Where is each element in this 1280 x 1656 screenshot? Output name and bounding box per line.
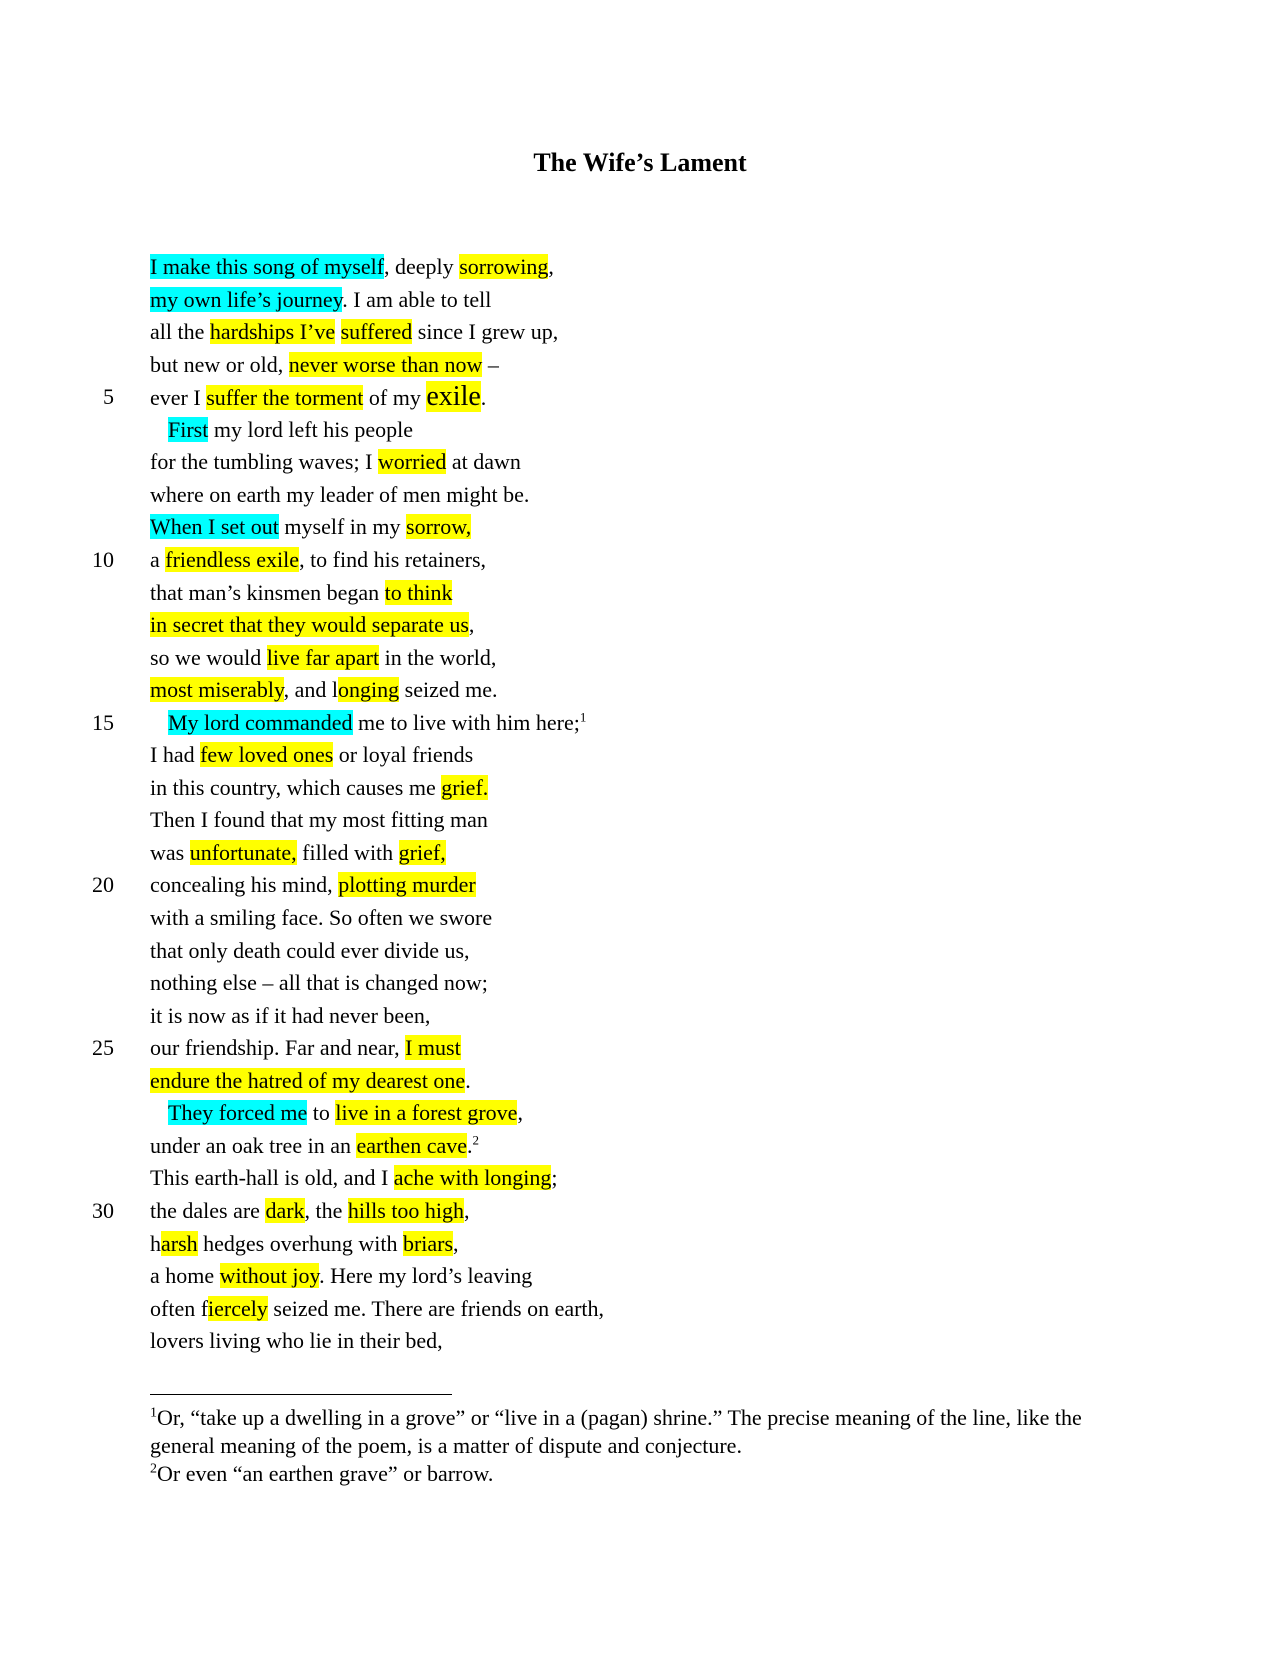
line-text xyxy=(150,1259,532,1292)
text-segment: lovers living who lie in their bed, xyxy=(150,1328,443,1354)
highlighted-phrase: onging xyxy=(338,677,400,703)
line-text xyxy=(150,1064,471,1097)
text-segment: , to find his retainers, xyxy=(299,546,487,572)
text-segment: to xyxy=(307,1100,336,1126)
line-text xyxy=(150,999,430,1032)
text-segment: a home xyxy=(150,1263,220,1289)
highlighted-phrase: suffer the torment xyxy=(206,385,364,411)
highlighted-phrase: iercely xyxy=(208,1295,268,1321)
footnote-ref: 2 xyxy=(472,1132,479,1148)
text-segment: was xyxy=(150,839,190,865)
footnote-1-mark: 1 xyxy=(150,1405,157,1421)
highlighted-phrase: friendless exile xyxy=(165,546,300,572)
line-text xyxy=(150,771,488,804)
text-segment: – xyxy=(482,351,499,377)
highlighted-phrase: hills too high xyxy=(347,1197,465,1223)
highlighted-phrase: endure the hatred of my dearest one xyxy=(150,1067,466,1093)
footnote-1-text: Or, “take up a dwelling in a grove” or “live in a (pagan) shrine.” The precise meaning of the line, like the general meaning of the poem, is a matter of dispute and conjecture. xyxy=(150,1405,1082,1458)
text-segment: with a smiling face. So often we swore xyxy=(150,905,493,930)
line-text xyxy=(150,641,496,674)
line-text xyxy=(150,966,488,999)
highlighted-phrase: live in a forest grove xyxy=(335,1100,518,1126)
line-text xyxy=(150,1194,470,1227)
text-segment: so we would xyxy=(150,644,267,670)
footnote-2 xyxy=(150,1460,1110,1488)
highlighted-phrase: First xyxy=(168,416,209,442)
highlighted-phrase: When I set out xyxy=(150,514,279,540)
highlighted-phrase: to think xyxy=(384,579,453,605)
text-segment: , xyxy=(453,1230,459,1256)
line-text xyxy=(150,1292,604,1325)
line-text xyxy=(150,445,521,478)
highlighted-phrase: exile xyxy=(426,381,481,413)
text-segment: . Here my lord’s leaving xyxy=(319,1263,533,1289)
text-segment: I had xyxy=(150,742,201,768)
text-segment: filled with xyxy=(296,839,399,865)
highlighted-phrase: grief. xyxy=(441,774,489,800)
text-segment: , xyxy=(548,254,554,279)
highlighted-phrase: live far apart xyxy=(266,644,380,670)
text-segment: a xyxy=(150,546,166,572)
footnote-1 xyxy=(150,1404,1110,1460)
text-segment: the dales are xyxy=(150,1197,266,1223)
text-segment: but new or old, xyxy=(150,351,289,377)
line-text xyxy=(150,836,446,869)
line-text xyxy=(168,706,586,739)
text-segment: of my xyxy=(363,385,427,411)
poem-title: The Wife’s Lament xyxy=(533,148,747,177)
text-segment: at dawn xyxy=(446,449,521,475)
text-segment: myself in my xyxy=(278,514,407,540)
line-text xyxy=(150,478,529,511)
highlighted-phrase: hardships I’ve xyxy=(209,319,336,345)
highlighted-phrase: I make this song of myself xyxy=(150,254,385,279)
highlighted-phrase: I must xyxy=(405,1035,461,1061)
text-segment: nothing else – all that is changed now; xyxy=(150,970,488,996)
text-segment: all the xyxy=(150,319,210,345)
text-segment: since I grew up, xyxy=(412,319,559,345)
text-segment: where on earth my leader of men might be. xyxy=(150,481,530,507)
footnote-separator xyxy=(150,1394,452,1395)
highlighted-phrase: in secret that they would separate us xyxy=(150,612,469,638)
line-text xyxy=(150,315,558,348)
text-segment: . xyxy=(465,1067,471,1093)
text-segment: in the world, xyxy=(379,644,497,670)
line-text xyxy=(168,413,413,446)
line-text xyxy=(150,1161,558,1194)
footnote-ref: 1 xyxy=(579,709,587,725)
text-segment: our friendship. Far and near, xyxy=(150,1035,406,1061)
highlighted-phrase: arsh xyxy=(161,1230,198,1256)
line-number: 5 xyxy=(103,384,114,410)
line-text xyxy=(150,1227,459,1260)
text-segment: . xyxy=(467,1132,473,1158)
text-segment: hedges overhung with xyxy=(197,1230,403,1256)
line-text xyxy=(150,576,452,609)
text-segment: , the xyxy=(304,1197,348,1223)
line-text xyxy=(150,934,470,967)
line-text xyxy=(150,868,476,901)
highlighted-phrase: worried xyxy=(377,449,447,475)
text-segment: Then I found that my most fitting man xyxy=(150,807,488,833)
line-text xyxy=(150,1129,479,1162)
highlighted-phrase: earthen cave xyxy=(356,1132,467,1158)
text-segment: , xyxy=(464,1197,470,1223)
line-number: 10 xyxy=(92,546,114,572)
line-text xyxy=(150,1324,443,1357)
footnote-2-mark: 2 xyxy=(150,1461,157,1477)
text-segment xyxy=(335,319,341,344)
text-segment: ever I xyxy=(150,385,207,411)
line-text xyxy=(150,510,471,543)
highlighted-phrase: my own life’s journey xyxy=(150,286,343,312)
line-number: 20 xyxy=(92,872,114,898)
text-segment: me to live with him here; xyxy=(352,709,580,735)
highlighted-phrase: sorrow, xyxy=(406,514,472,540)
text-segment: , xyxy=(517,1100,523,1126)
line-text xyxy=(168,1096,523,1129)
text-segment: ; xyxy=(551,1165,558,1191)
text-segment: . I am able to tell xyxy=(342,286,492,312)
text-segment: it is now as if it had never been, xyxy=(150,1002,431,1028)
text-segment: for the tumbling waves; I xyxy=(150,449,378,475)
highlighted-phrase: My lord commanded xyxy=(168,709,353,735)
text-segment: in this country, which causes me xyxy=(150,774,442,800)
highlighted-phrase: briars xyxy=(402,1230,454,1256)
highlighted-phrase: dark xyxy=(265,1197,305,1223)
highlighted-phrase: unfortunate, xyxy=(189,839,297,865)
highlighted-phrase: without joy xyxy=(219,1263,320,1289)
text-segment: my lord left his people xyxy=(208,416,414,442)
text-segment: . xyxy=(480,385,487,411)
highlighted-phrase: never worse than now xyxy=(288,351,483,377)
text-segment: seized me. There are friends on earth, xyxy=(267,1295,605,1321)
text-segment: that only death could ever divide us, xyxy=(150,937,470,963)
line-number: 30 xyxy=(92,1197,114,1223)
line-text xyxy=(150,1031,461,1064)
footnote-2-text: Or even “an earthen grave” or barrow. xyxy=(157,1461,494,1486)
line-text xyxy=(150,283,491,316)
text-segment: , xyxy=(468,612,475,638)
line-text xyxy=(150,543,486,576)
line-text xyxy=(150,738,473,771)
text-segment: under an oak tree in an xyxy=(150,1132,357,1158)
line-text xyxy=(150,803,488,836)
highlighted-phrase: sorrowing xyxy=(459,254,549,279)
text-segment: , deeply xyxy=(384,254,460,279)
highlighted-phrase: They forced me xyxy=(168,1100,308,1126)
line-text xyxy=(150,901,492,934)
text-segment: that man’s kinsmen began xyxy=(150,579,385,605)
line-text xyxy=(150,608,474,641)
line-number: 25 xyxy=(92,1035,114,1061)
line-text xyxy=(150,380,486,414)
text-segment: h xyxy=(150,1230,161,1256)
line-text xyxy=(150,250,554,283)
highlighted-phrase: suffered xyxy=(340,319,413,345)
line-text xyxy=(150,673,498,706)
text-segment: This earth-hall is old, and I xyxy=(150,1165,394,1191)
text-segment: concealing his mind, xyxy=(150,872,339,898)
highlighted-phrase: grief, xyxy=(398,839,446,865)
text-segment: , and l xyxy=(283,677,339,703)
highlighted-phrase: few loved ones xyxy=(200,742,334,768)
highlighted-phrase: most miserably xyxy=(150,677,284,703)
text-segment: often f xyxy=(150,1295,209,1321)
text-segment: seized me. xyxy=(399,677,498,703)
highlighted-phrase: plotting murder xyxy=(338,872,476,898)
highlighted-phrase: ache with longing xyxy=(393,1165,552,1191)
line-number: 15 xyxy=(92,709,114,735)
text-segment: or loyal friends xyxy=(333,742,474,768)
line-text xyxy=(150,348,499,381)
